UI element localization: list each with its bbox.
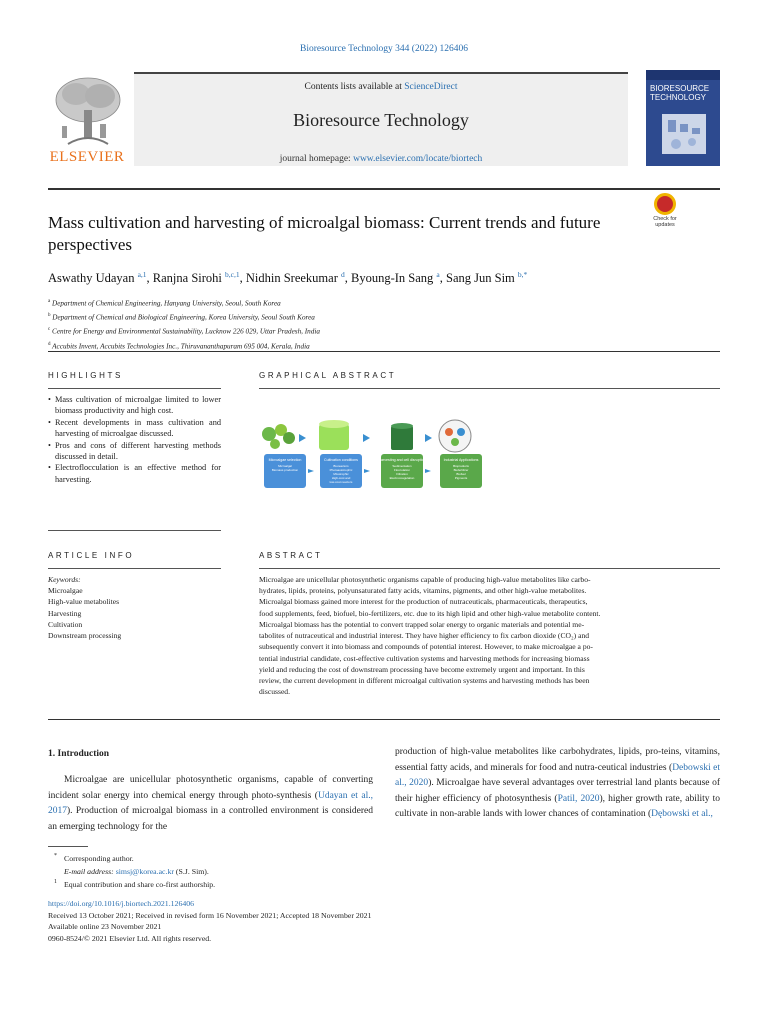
abstract-line: tential industrial candidate, cost-effective cultivation systems and harvesting methods for increasing biomass [259, 653, 590, 663]
left-column-rule [48, 530, 221, 531]
graphical-abstract-heading: GRAPHICAL ABSTRACT [259, 371, 397, 380]
highlights-heading: HIGHLIGHTS [48, 371, 123, 380]
ga-box-title: Industrial Applications [443, 458, 479, 462]
section-rule [48, 719, 720, 720]
body-text: Microalgae are unicellular photosynthetic organisms, capable of converting incident solar energy into chemical energy through photo-synthesis ( [48, 775, 373, 801]
publisher-wordmark: ELSEVIER [49, 149, 125, 165]
footnote-corresponding: * Corresponding author. [54, 853, 134, 863]
abstract-line: hydrates, lipids, proteins, polyunsaturated fatty acids, vitamins, pigments, and other high-value metabolites. [259, 586, 587, 596]
arrow-icon [299, 434, 306, 442]
footnote-text: Equal contribution and share co-first authorship. [64, 880, 216, 889]
abstract-line: yield and reducing the cost of downstream processing have become extremely urgent and important. In this [259, 664, 585, 674]
contents-prefix: Contents lists available at [304, 82, 405, 92]
affiliation-mark: c [48, 327, 51, 333]
intro-left-column [48, 773, 373, 835]
body-text: ), higher growth rate, ability to cultivate in non-arable lands with lower chances of contamination ( [395, 793, 720, 820]
available-online: Available online 23 November 2021 [48, 922, 162, 932]
arrow-icon [425, 469, 431, 473]
keyword-item: High-value metabolites [48, 597, 120, 607]
affiliation-mark: a [48, 299, 51, 304]
journal-banner [134, 72, 628, 166]
author-name[interactable]: Byoung-In Sang [350, 271, 434, 286]
elsevier-tree-icon [48, 74, 126, 148]
footnote-equal-contribution: 1 Equal contribution and share co-first authorship. [54, 879, 216, 889]
abstract-line: subsequently convert it into biomass and compounds of potential interest. However, to make microalgae a po- [259, 642, 593, 652]
harvested-biomass-icon [391, 423, 413, 450]
check-for-updates-badge[interactable] [648, 193, 682, 229]
elsevier-logo[interactable] [48, 74, 126, 166]
author-name[interactable]: Sang Jun Sim [446, 271, 515, 286]
ga-box-line: low-cost reactors [329, 480, 353, 484]
abstract-line: tabolites of nutraceutical and industrial interest. They have higher efficiency to fix carbon dioxide (CO₂) and [259, 631, 590, 641]
author-name[interactable]: Aswathy Udayan [48, 271, 135, 286]
citation-link[interactable]: Debowski et al., 2020 [395, 762, 720, 789]
author-affiliation-mark[interactable]: d [340, 270, 345, 279]
cover-art [646, 70, 720, 166]
affiliation-text: Department of Chemical and Biological Engineering, Korea University, Seoul South Korea [52, 313, 315, 322]
abstract-line: food supplements, feed, biofuel, bio-fertilizers, etc. due to its high lipid and other high-value metabolite content. [259, 608, 601, 618]
graphical-abstract-rule [259, 388, 720, 389]
journal-title: Bioresource Technology [293, 110, 469, 130]
affiliation-item [48, 296, 720, 310]
affiliation-text: Department of Chemical Engineering, Hanyang University, Seoul, South Korea [52, 299, 281, 308]
ga-box [378, 454, 425, 488]
photobioreactor-icon [319, 420, 349, 450]
highlight-item: • Electroflocculation is an effective method for harvesting. [48, 462, 221, 485]
abstract-rule [259, 568, 720, 569]
crossmark-line2: updates [655, 222, 675, 228]
footnote-email [48, 865, 448, 878]
ga-box [320, 454, 362, 488]
email-link[interactable]: simsj@korea.ac.kr [115, 867, 174, 876]
author-list: Aswathy Udayan $^{a,1}$, Ranjna Sirohi $^{b,c,1}$, Nidhin Sreekumar $^d$, Byoung-In Sang $^a$, Sang Jun Sim $^{b,*}$ [48, 270, 528, 286]
abstract-line: Microalgal biomass gained more interest for the production of nutraceuticals, pharmaceuticals, therapeutics, [259, 597, 588, 607]
homepage-link[interactable]: www.elsevier.com/locate/biortech [353, 154, 483, 164]
journal-cover-image[interactable] [646, 70, 720, 166]
copyright: 0960-8524/© 2021 Elsevier Ltd. All rights reserved. [48, 933, 212, 943]
body-text: ). Production of microalgal biomass in a controlled environment is considered an emerging technology for the [48, 806, 373, 832]
ga-box-line: Biomass production [271, 468, 299, 472]
ga-box [264, 454, 306, 488]
author-name[interactable]: Ranjna Sirohi [152, 271, 222, 286]
keyword-item: Downstream processing [48, 631, 122, 641]
citation-link[interactable]: Patil, 2020 [557, 793, 600, 804]
crossmark-icon [654, 193, 676, 215]
journal-reference-link[interactable]: Bioresource Technology 344 (2022) 126406 [299, 44, 469, 54]
highlight-item: • Mass cultivation of microalgae limited to lower biomass productivity and high cost. [48, 394, 221, 417]
ga-box-line: Filtration [396, 472, 408, 476]
abstract-heading: ABSTRACT [259, 551, 323, 560]
ga-box-line: Bioproducts [453, 464, 469, 468]
ga-box-line: Mixotrophic [333, 472, 349, 476]
article-info-rule [48, 568, 221, 569]
citation-link[interactable]: Dębowski et al., [651, 809, 713, 820]
journal-masthead [48, 70, 720, 170]
highlight-item: • Recent developments in mass cultivation and harvesting of microalgae discussed. [48, 417, 221, 440]
footnote-rule [48, 846, 88, 847]
ga-box [440, 454, 482, 488]
body-text: production of high-value metabolites like carbohydrates, lipids, pro-teins, vitamins, essential fatty acids, and minerals for food and nutra-ceutical industries ( [395, 747, 720, 773]
footnotes [48, 852, 448, 891]
abstract-text [259, 574, 720, 697]
ga-box-title: Microalgae selection [268, 458, 302, 462]
ga-box-line: Flocculation [393, 468, 411, 472]
footnote-text: Corresponding author. [64, 854, 134, 863]
keyword-item: Microalgae [48, 586, 83, 596]
sciencedirect-link[interactable]: ScienceDirect [404, 82, 458, 92]
applications-icon [439, 420, 471, 452]
ga-box-line: Biofuel [456, 472, 466, 476]
affiliations [48, 296, 720, 353]
section-rule [48, 351, 720, 352]
ga-box-line: Pigments [454, 476, 468, 480]
ga-box-line: Photoautotrophic [329, 468, 353, 472]
ga-box-line: Microalgal [278, 464, 292, 468]
abstract-line: discussed. [259, 687, 291, 697]
ga-box-line: Electrocoagulation [389, 476, 415, 480]
affiliation-item [48, 324, 720, 338]
author-affiliation-mark[interactable]: a,1 [137, 270, 147, 279]
intro-right-column [395, 745, 720, 823]
ga-box-line: Bioreactors [333, 464, 349, 468]
article-info-heading: ARTICLE INFO [48, 551, 135, 560]
affiliation-text: Accubits Invent, Accubits Technologies Inc., Thiruvananthapuram 695 004, Kerala, India [52, 341, 310, 350]
ga-box-line: High-cost and [331, 476, 351, 480]
email-suffix: (S.J. Sim). [173, 867, 209, 876]
introduction-heading: 1. Introduction [48, 749, 110, 759]
ga-box-line: Biofertilizer [453, 468, 469, 472]
highlight-item: • Pros and cons of different harvesting methods discussed in detail. [48, 440, 221, 463]
abstract-line: review, the current development in different microalgal cultivation systems and harvesting methods has been [259, 675, 590, 685]
cover-title: BIORESOURCE TECHNOLOGY [650, 84, 710, 102]
arrow-icon [364, 469, 370, 473]
affiliation-mark: d [48, 341, 51, 347]
homepage-prefix: journal homepage: [279, 154, 354, 164]
crossmark-line1: Check for [653, 216, 677, 222]
affiliation-text: Centre for Energy and Environmental Sustainability, Lucknow 226 029, Uttar Pradesh, India [52, 327, 320, 336]
contents-line [134, 82, 628, 92]
keyword-item: Cultivation [48, 619, 83, 629]
highlights-list [48, 394, 221, 485]
affiliation-mark: b [48, 313, 51, 319]
author-affiliation-mark[interactable]: b,c,1 [225, 270, 240, 279]
abstract-line: Microalgae are unicellular photosynthetic organisms capable of producing high-value metabolites like carbo- [259, 575, 591, 584]
affiliation-item [48, 310, 720, 324]
keywords-heading: Keywords: [48, 575, 81, 584]
ga-box-line: Sedimentation [392, 464, 412, 468]
author-name[interactable]: Nidhin Sreekumar [245, 271, 338, 286]
author-affiliation-mark[interactable]: b,* [517, 270, 528, 279]
arrow-icon [308, 469, 314, 473]
keyword-item: Harvesting [48, 608, 82, 618]
keywords-block [48, 574, 221, 641]
ga-box-title: Harvesting and cell disruption [378, 458, 426, 462]
article-title: Mass cultivation and harvesting of microalgal biomass: Current trends and future perspectives [48, 213, 601, 254]
graphical-abstract-figure[interactable] [259, 416, 499, 492]
author-affiliation-mark[interactable]: a [436, 270, 440, 279]
masthead-rule [48, 188, 720, 190]
ga-box-title: Cultivation conditions [324, 458, 358, 462]
arrow-icon [425, 434, 432, 442]
homepage-line [134, 154, 628, 164]
received-dates: Received 13 October 2021; Received in revised form 16 November 2021; Accepted 18 November 2021 [48, 910, 372, 920]
publication-info [48, 898, 548, 944]
microalgae-cells-icon [262, 424, 295, 449]
abstract-line: Microalgal biomass has the potential to convert trapped solar energy to organic materials and potential me- [259, 619, 585, 629]
highlights-rule [48, 388, 221, 389]
arrow-icon [363, 434, 370, 442]
body-text: ). Microalgae have several advantages over terrestrial land plants because of their higher efficiency of photosynthesis ( [395, 778, 720, 804]
doi-link[interactable]: https://doi.org/10.1016/j.biortech.2021.126406 [48, 899, 195, 908]
citation-link[interactable]: Udayan et al., 2017 [48, 790, 373, 817]
email-label: E-mail address: [64, 867, 116, 876]
graphical-abstract-boxes [264, 454, 482, 488]
